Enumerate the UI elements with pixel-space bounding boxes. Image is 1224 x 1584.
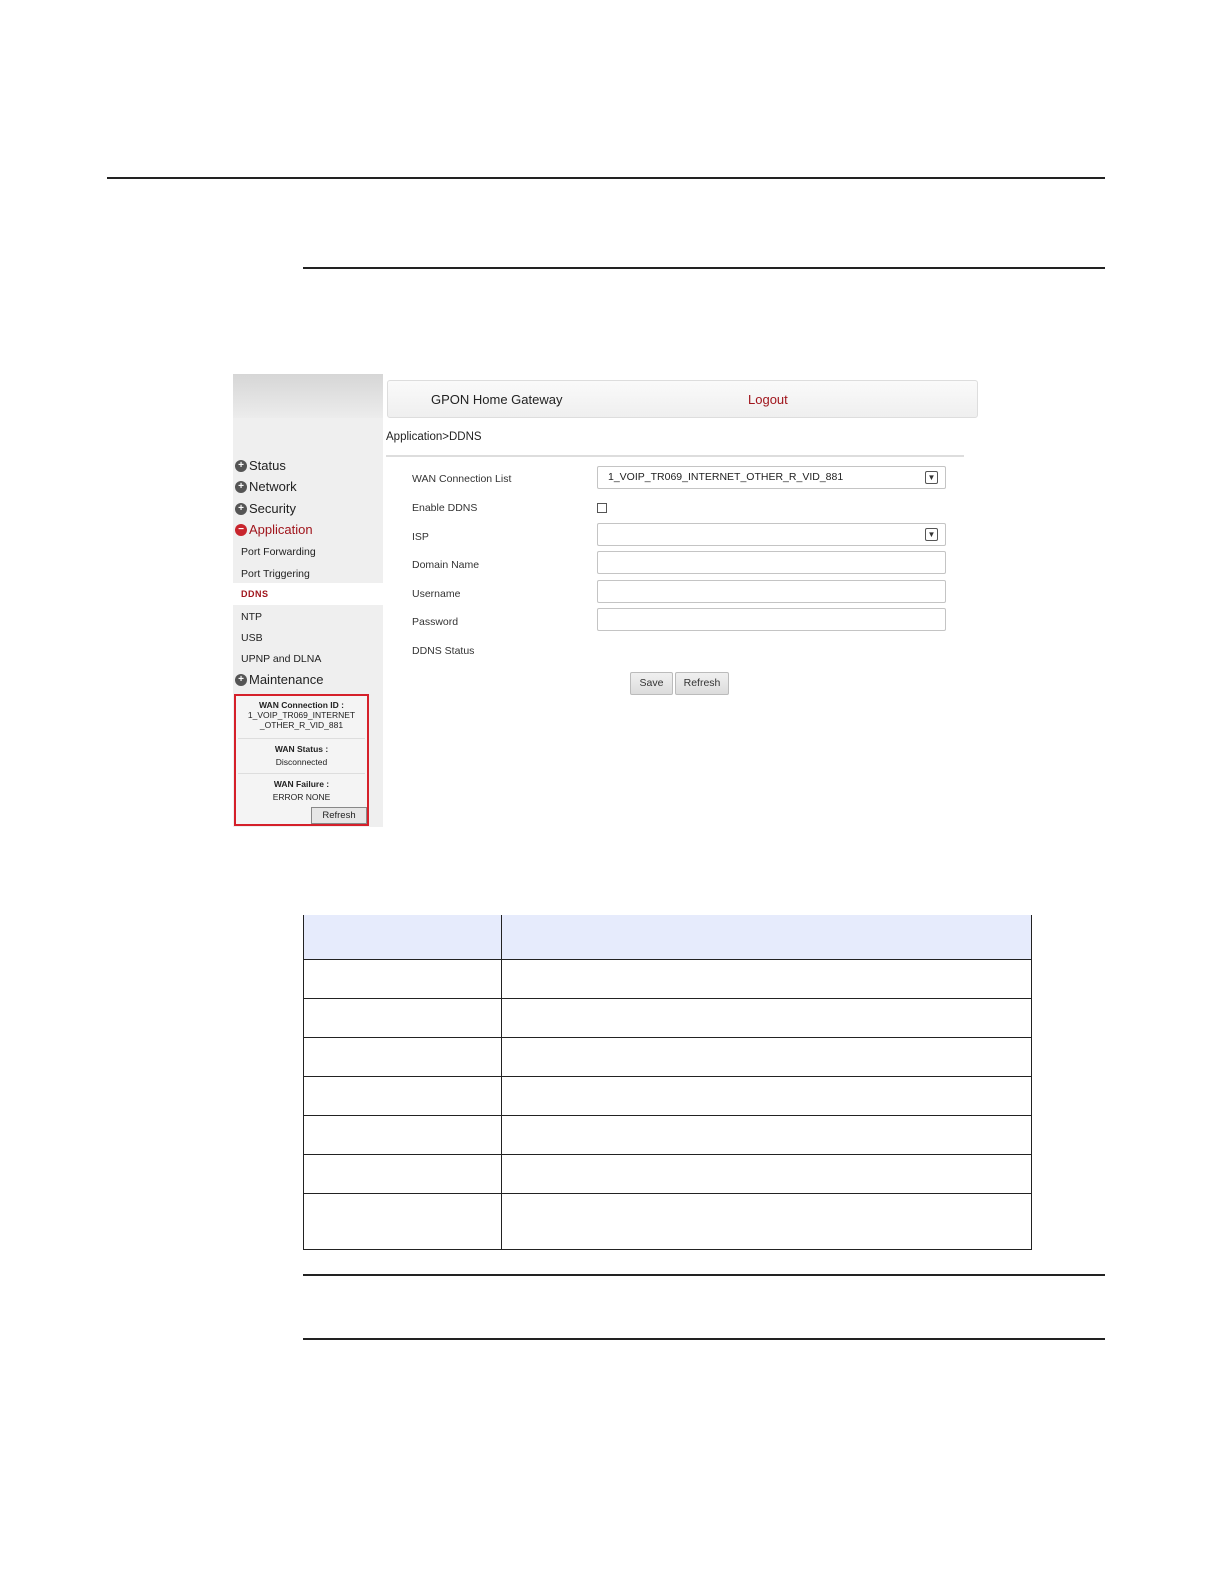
sidebar-sub-port-triggering[interactable]: Port Triggering (241, 568, 310, 580)
page-top-rule (107, 177, 1105, 179)
app-title: GPON Home Gateway (431, 392, 563, 407)
wan-id-value-1: 1_VOIP_TR069_INTERNET (247, 710, 356, 720)
sidebar-item-label: Status (249, 458, 286, 473)
wan-connection-value: 1_VOIP_TR069_INTERNET_OTHER_R_VID_881 (608, 471, 844, 483)
sidebar-sub-ntp[interactable]: NTP (241, 611, 262, 623)
sidebar-item-network[interactable] (235, 479, 297, 494)
divider (238, 738, 365, 739)
divider (238, 773, 365, 774)
enable-ddns-checkbox[interactable] (597, 503, 607, 513)
table-cell (304, 1076, 502, 1115)
sidebar-sub-usb[interactable]: USB (241, 632, 263, 644)
wan-failure-label: WAN Failure : (273, 779, 330, 789)
table-row (304, 1193, 1032, 1249)
table-row (304, 1037, 1032, 1076)
wan-connection-id (236, 700, 367, 730)
table-cell (502, 1154, 1032, 1193)
section-rule (303, 1274, 1105, 1276)
refresh-button[interactable]: Refresh (675, 672, 729, 695)
wan-status-box (234, 694, 369, 826)
wan-status-label: WAN Status : (274, 744, 329, 754)
parameter-table (303, 915, 1032, 1250)
table-header-cell (304, 915, 502, 959)
table-cell (304, 998, 502, 1037)
domain-name-label: Domain Name (412, 559, 480, 571)
plus-circle-icon: + (235, 674, 247, 686)
divider (386, 455, 964, 457)
plus-circle-icon: + (235, 481, 247, 493)
wan-list-label: WAN Connection List (412, 473, 512, 485)
isp-label: ISP (412, 531, 429, 543)
isp-select[interactable] (597, 523, 946, 546)
table-cell (502, 998, 1032, 1037)
router-screenshot (233, 374, 978, 827)
sidebar-item-security[interactable] (235, 501, 296, 516)
sidebar-item-label: Maintenance (249, 672, 324, 687)
table-header-cell (502, 915, 1032, 959)
table-cell (502, 1037, 1032, 1076)
section-rule (303, 267, 1105, 269)
sidebar-sub-port-forwarding[interactable]: Port Forwarding (241, 546, 316, 558)
wan-status (236, 744, 367, 767)
table-row (304, 998, 1032, 1037)
wan-refresh-button[interactable]: Refresh (311, 807, 367, 824)
sidebar-item-label: Network (249, 479, 297, 494)
minus-circle-icon: − (235, 524, 247, 536)
password-label: Password (412, 616, 459, 628)
ddns-status-label: DDNS Status (412, 645, 475, 657)
sidebar-item-status[interactable] (235, 458, 286, 473)
wan-id-label: WAN Connection ID : (259, 700, 344, 710)
sidebar-sub-upnp-dlna[interactable]: UPNP and DLNA (241, 653, 322, 665)
section-rule (303, 1338, 1105, 1340)
table-cell (304, 1154, 502, 1193)
save-button[interactable]: Save (630, 672, 673, 695)
table-row (304, 959, 1032, 998)
enable-ddns-label: Enable DDNS (412, 502, 478, 514)
table-cell (502, 1076, 1032, 1115)
table-cell (304, 1193, 502, 1249)
app-header (387, 380, 978, 418)
wan-connection-select[interactable] (597, 466, 946, 489)
wan-failure-value: ERROR NONE (272, 792, 331, 802)
plus-circle-icon: + (235, 503, 247, 515)
sidebar-item-label: Application (249, 522, 313, 537)
username-label: Username (412, 588, 461, 600)
sidebar-item-label: Security (249, 501, 296, 516)
table-cell (304, 1037, 502, 1076)
logo-area (233, 374, 383, 418)
sidebar-item-maintenance[interactable] (235, 672, 323, 687)
table-cell (502, 1115, 1032, 1154)
breadcrumb: Application>DDNS (386, 431, 482, 443)
table-cell (502, 1193, 1032, 1249)
sidebar-sub-ddns[interactable]: DDNS (233, 583, 383, 605)
logout-link[interactable]: Logout (748, 392, 788, 407)
chevron-down-icon: ▼ (925, 471, 938, 484)
password-input[interactable] (597, 608, 946, 631)
table-row (304, 1154, 1032, 1193)
table-cell (304, 959, 502, 998)
table-cell (502, 959, 1032, 998)
table-cell (304, 1115, 502, 1154)
wan-id-value-2: _OTHER_R_VID_881 (259, 720, 344, 730)
plus-circle-icon: + (235, 460, 247, 472)
sidebar-item-application[interactable] (235, 522, 313, 537)
table-header-row (304, 915, 1032, 959)
wan-failure (236, 779, 367, 802)
table-row (304, 1115, 1032, 1154)
chevron-down-icon: ▼ (925, 528, 938, 541)
wan-status-value: Disconnected (275, 757, 328, 767)
table-row (304, 1076, 1032, 1115)
username-input[interactable] (597, 580, 946, 603)
domain-name-input[interactable] (597, 551, 946, 574)
